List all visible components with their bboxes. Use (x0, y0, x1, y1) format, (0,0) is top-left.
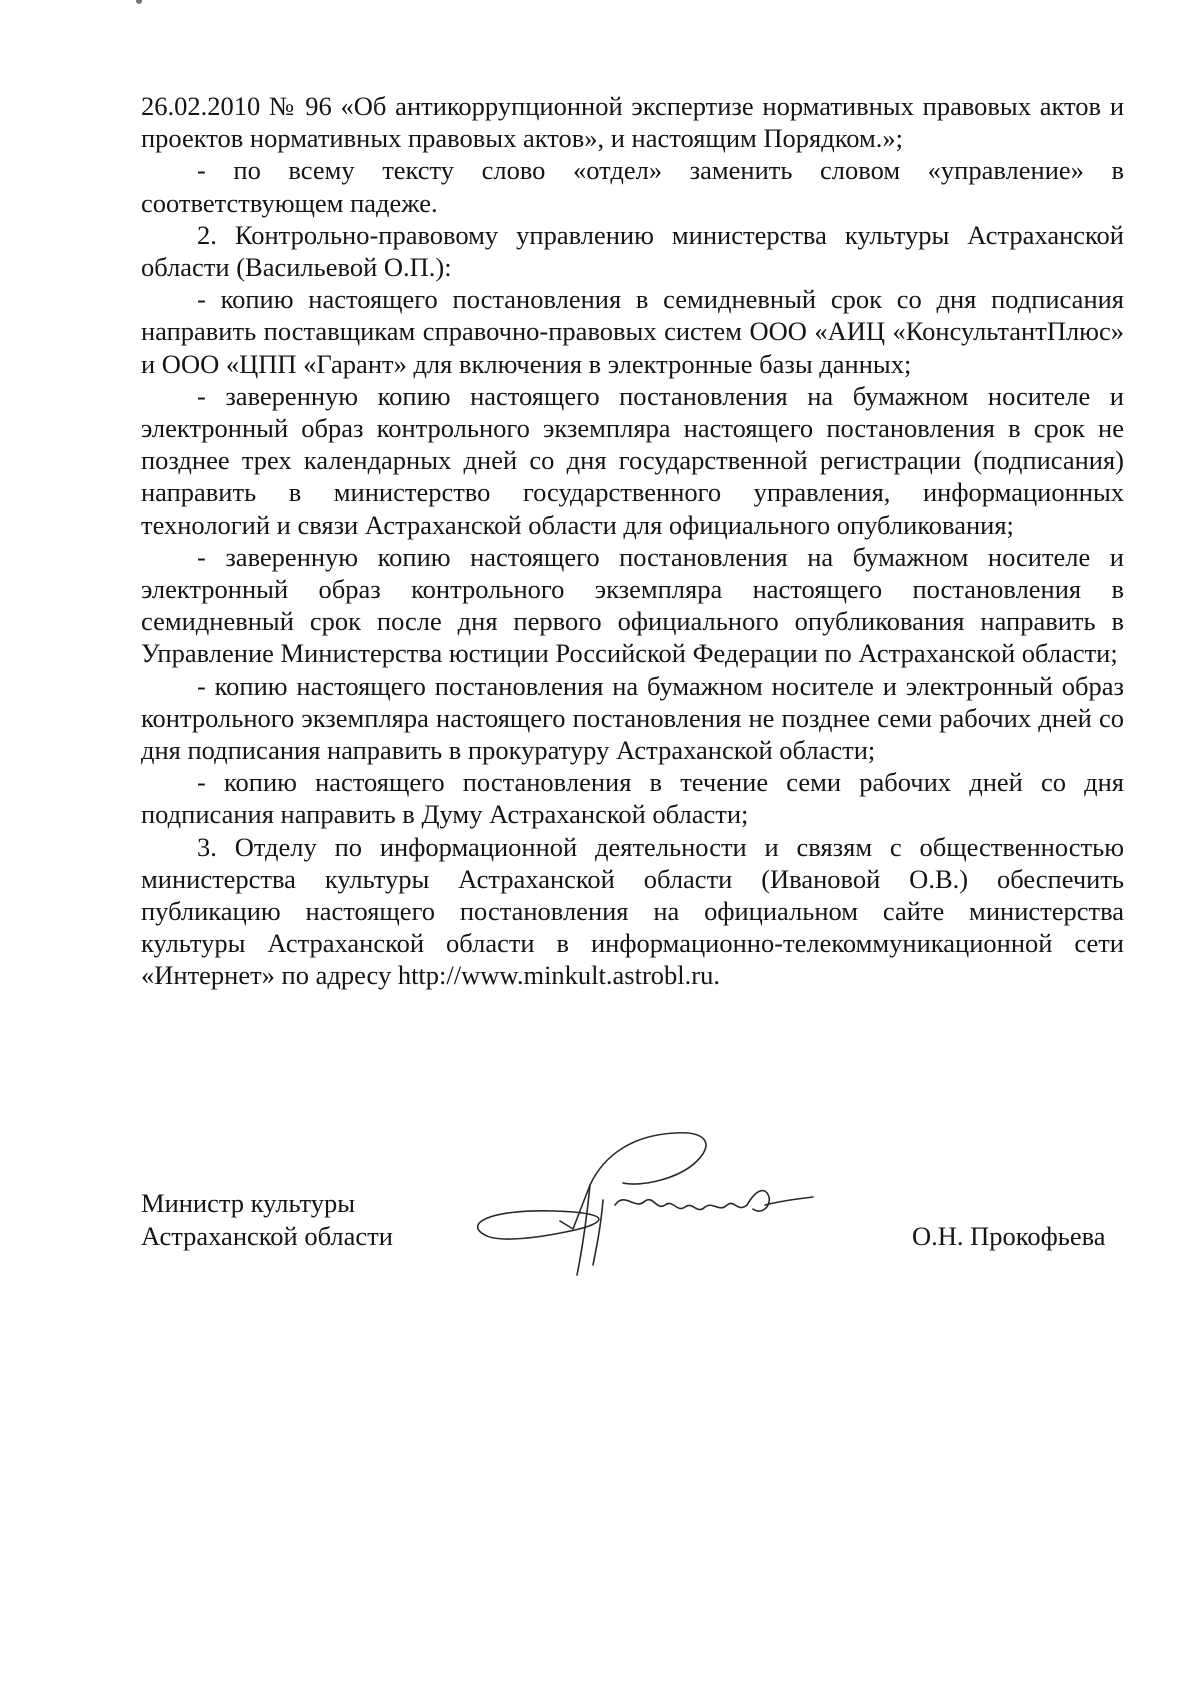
signer-position (141, 1187, 393, 1253)
signer-position-line-2: Астраханской области (141, 1221, 393, 1251)
paragraph-item-2: 2. Контрольно-правовому управлению министерства культуры Астраханской области (Васильевой О.П.): (141, 219, 1124, 283)
paragraph-legal-systems: - копию настоящего постановления в семидневный срок со дня подписания направить поставщикам справочно-правовых систем ООО «АИЦ «КонсультантПлюс» и ООО «ЦПП «Гарант» для включения в электронные базы данных; (141, 284, 1124, 379)
paragraph-replace-word: - по всему тексту слово «отдел» заменить словом «управление» в соответствующем падеже. (141, 155, 1124, 218)
handwritten-signature (465, 1125, 865, 1285)
paragraph-duma: - копию настоящего постановления в течение семи рабочих дней со дня подписания направить в Думу Астраханской области; (141, 767, 1124, 830)
scan-mark (136, 0, 142, 4)
paragraph-official-publication: - заверенную копию настоящего постановления на бумажном носителе и электронный образ контрольного экземпляра настоящего постановления в срок не позднее трех календарных дней со дня государственной регистрации (подписания) направить в министерство государственного управления, информационных технологий и связи Астраханской области для официального опубликования; (141, 380, 1124, 540)
paragraph-justice-ministry: - заверенную копию настоящего постановления на бумажном носителе и электронный образ контрольного экземпляра настоящего постановления в семидневный срок после дня первого официального опубликования направить в Управление Министерства юстиции Российской Федерации по Астраханской области; (141, 541, 1124, 669)
signer-position-line-1: Министр культуры (141, 1188, 356, 1218)
paragraph-item-3: 3. Отделу по информационной деятельности и связям с общественностью министерства культуры Астраханской области (Ивановой О.В.) обеспечить публикацию настоящего постановления на официальном сайте министерства культуры Астраханской области в информационно-телекоммуникационной сети «Интернет» по адресу http://www.minkult.astrobl.ru. (141, 831, 1124, 991)
signer-name: О.Н. Прокофьева (912, 1221, 1106, 1251)
document-body (141, 90, 1124, 992)
paragraph-prosecutor: - копию настоящего постановления на бумажном носителе и электронный образ контрольного экземпляра настоящего постановления не позднее семи рабочих дней со дня подписания направить в прокуратуру Астраханской области; (141, 670, 1124, 766)
paragraph-closing-quote: 26.02.2010 № 96 «Об антикоррупционной экспертизе нормативных правовых актов и проектов нормативных правовых актов», и настоящим Порядком.»; (141, 91, 1124, 154)
